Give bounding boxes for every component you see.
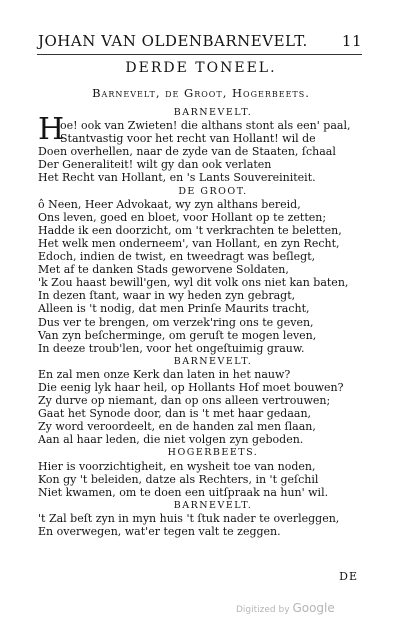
speaker-name: BARNEVELT.: [173, 499, 253, 511]
verse-line: Alleen is 't nodig, dat men Prinſe Maurits tracht,: [38, 302, 310, 316]
verse-line: Kon gy 't beleiden, datze als Rechters, in 't geſchil: [38, 472, 319, 486]
verse-line-text: oe! ook van Zwieten! die althans stont als een' paal,: [60, 119, 351, 133]
cast-list: Barnevelt, de Groot, Hogerbeets.: [92, 86, 310, 100]
verse-line: Die eenig lyk haar heil, op Hollants Hof moet bouwen?: [38, 380, 344, 394]
verse-line: En zal men onze Kerk dan laten in het nauw?: [38, 367, 291, 381]
page-number: 11: [341, 32, 362, 50]
verse-line: Doen overhellen, naar de zyde van de Staaten, ſchaal: [38, 145, 336, 159]
verse-line: Zy word veroordeelt, en de handen zal men ſlaan,: [38, 420, 316, 434]
verse-line: Zy durve op niemant, dan op ons alleen vertrouwen;: [38, 394, 331, 408]
verse-line: Hadde ik een doorzicht, om 't verkrachten te beletten,: [38, 223, 342, 237]
verse-line: In deeze troub'len, voor het ongeſtuimig grauw.: [38, 341, 305, 355]
header-rule: [37, 54, 362, 55]
speaker-name: HOGERBEETS.: [167, 447, 259, 459]
verse-line: Edoch, indien de twist, en tweedragt was beſlegt,: [38, 250, 316, 264]
verse-line: Het Recht van Hollant, en 's Lants Souvereiniteit.: [38, 171, 316, 185]
verse-line: Ons leven, goed en bloet, voor Hollant op te zetten;: [38, 210, 327, 224]
verse-line: ô Neen, Heer Advokaat, wy zyn althans bereid,: [38, 197, 301, 211]
verse-line: In dezen ſtant, waar in wy heden zyn gebragt,: [38, 289, 296, 303]
verse-line: Aan al haar leden, die niet volgen zyn geboden.: [38, 433, 304, 447]
digitization-watermark: [236, 601, 335, 615]
running-title: JOHAN VAN OLDENBARNEVELT.: [38, 32, 308, 50]
verse-text: [38, 106, 368, 538]
verse-line: Stantvastig voor het recht van Hollant! wil de: [60, 132, 316, 146]
verse-line: Der Generaliteit! wilt gy dan ook verlaten: [38, 158, 272, 172]
catchword: DE: [339, 570, 358, 583]
verse-line: 't Zal beſt zyn in myn huis 't ſtuk nader te overleggen,: [38, 511, 340, 525]
verse-line: En overwegen, wat'er tegen valt te zeggen.: [38, 525, 281, 538]
scene-heading: DERDE TONEEL.: [125, 60, 277, 76]
verse-line: Gaat het Synode door, dan is 't met haar gedaan,: [38, 407, 312, 421]
watermark-prefix: Digitized by: [236, 605, 290, 615]
verse-line: Dus ver te brengen, om verzek'ring ons te geven,: [38, 315, 314, 329]
verse-line: Met af te danken Stads geworvene Soldaten,: [38, 263, 289, 277]
speaker-name: DE GROOT.: [178, 185, 248, 197]
speaker-name: BARNEVELT.: [173, 355, 253, 367]
google-logo: Google: [292, 601, 335, 615]
verse-line: Het welk men onderneem', van Hollant, en zyn Recht,: [38, 236, 340, 250]
verse-line: Van zyn beſcherminge, om geruſt te mogen leven,: [38, 328, 317, 342]
verse-line: Niet kwamen, om te doen een uitſpraak na hun' wil.: [38, 485, 329, 499]
verse-line: 'k Zou haast bewill'gen, wyl dit volk ons niet kan baten,: [38, 276, 349, 290]
running-head: [38, 32, 362, 50]
verse-line: Hier is voorzichtigheit, en wysheit toe van noden,: [38, 459, 316, 473]
speaker-name: BARNEVELT.: [173, 107, 253, 118]
drop-cap: H: [38, 112, 65, 148]
